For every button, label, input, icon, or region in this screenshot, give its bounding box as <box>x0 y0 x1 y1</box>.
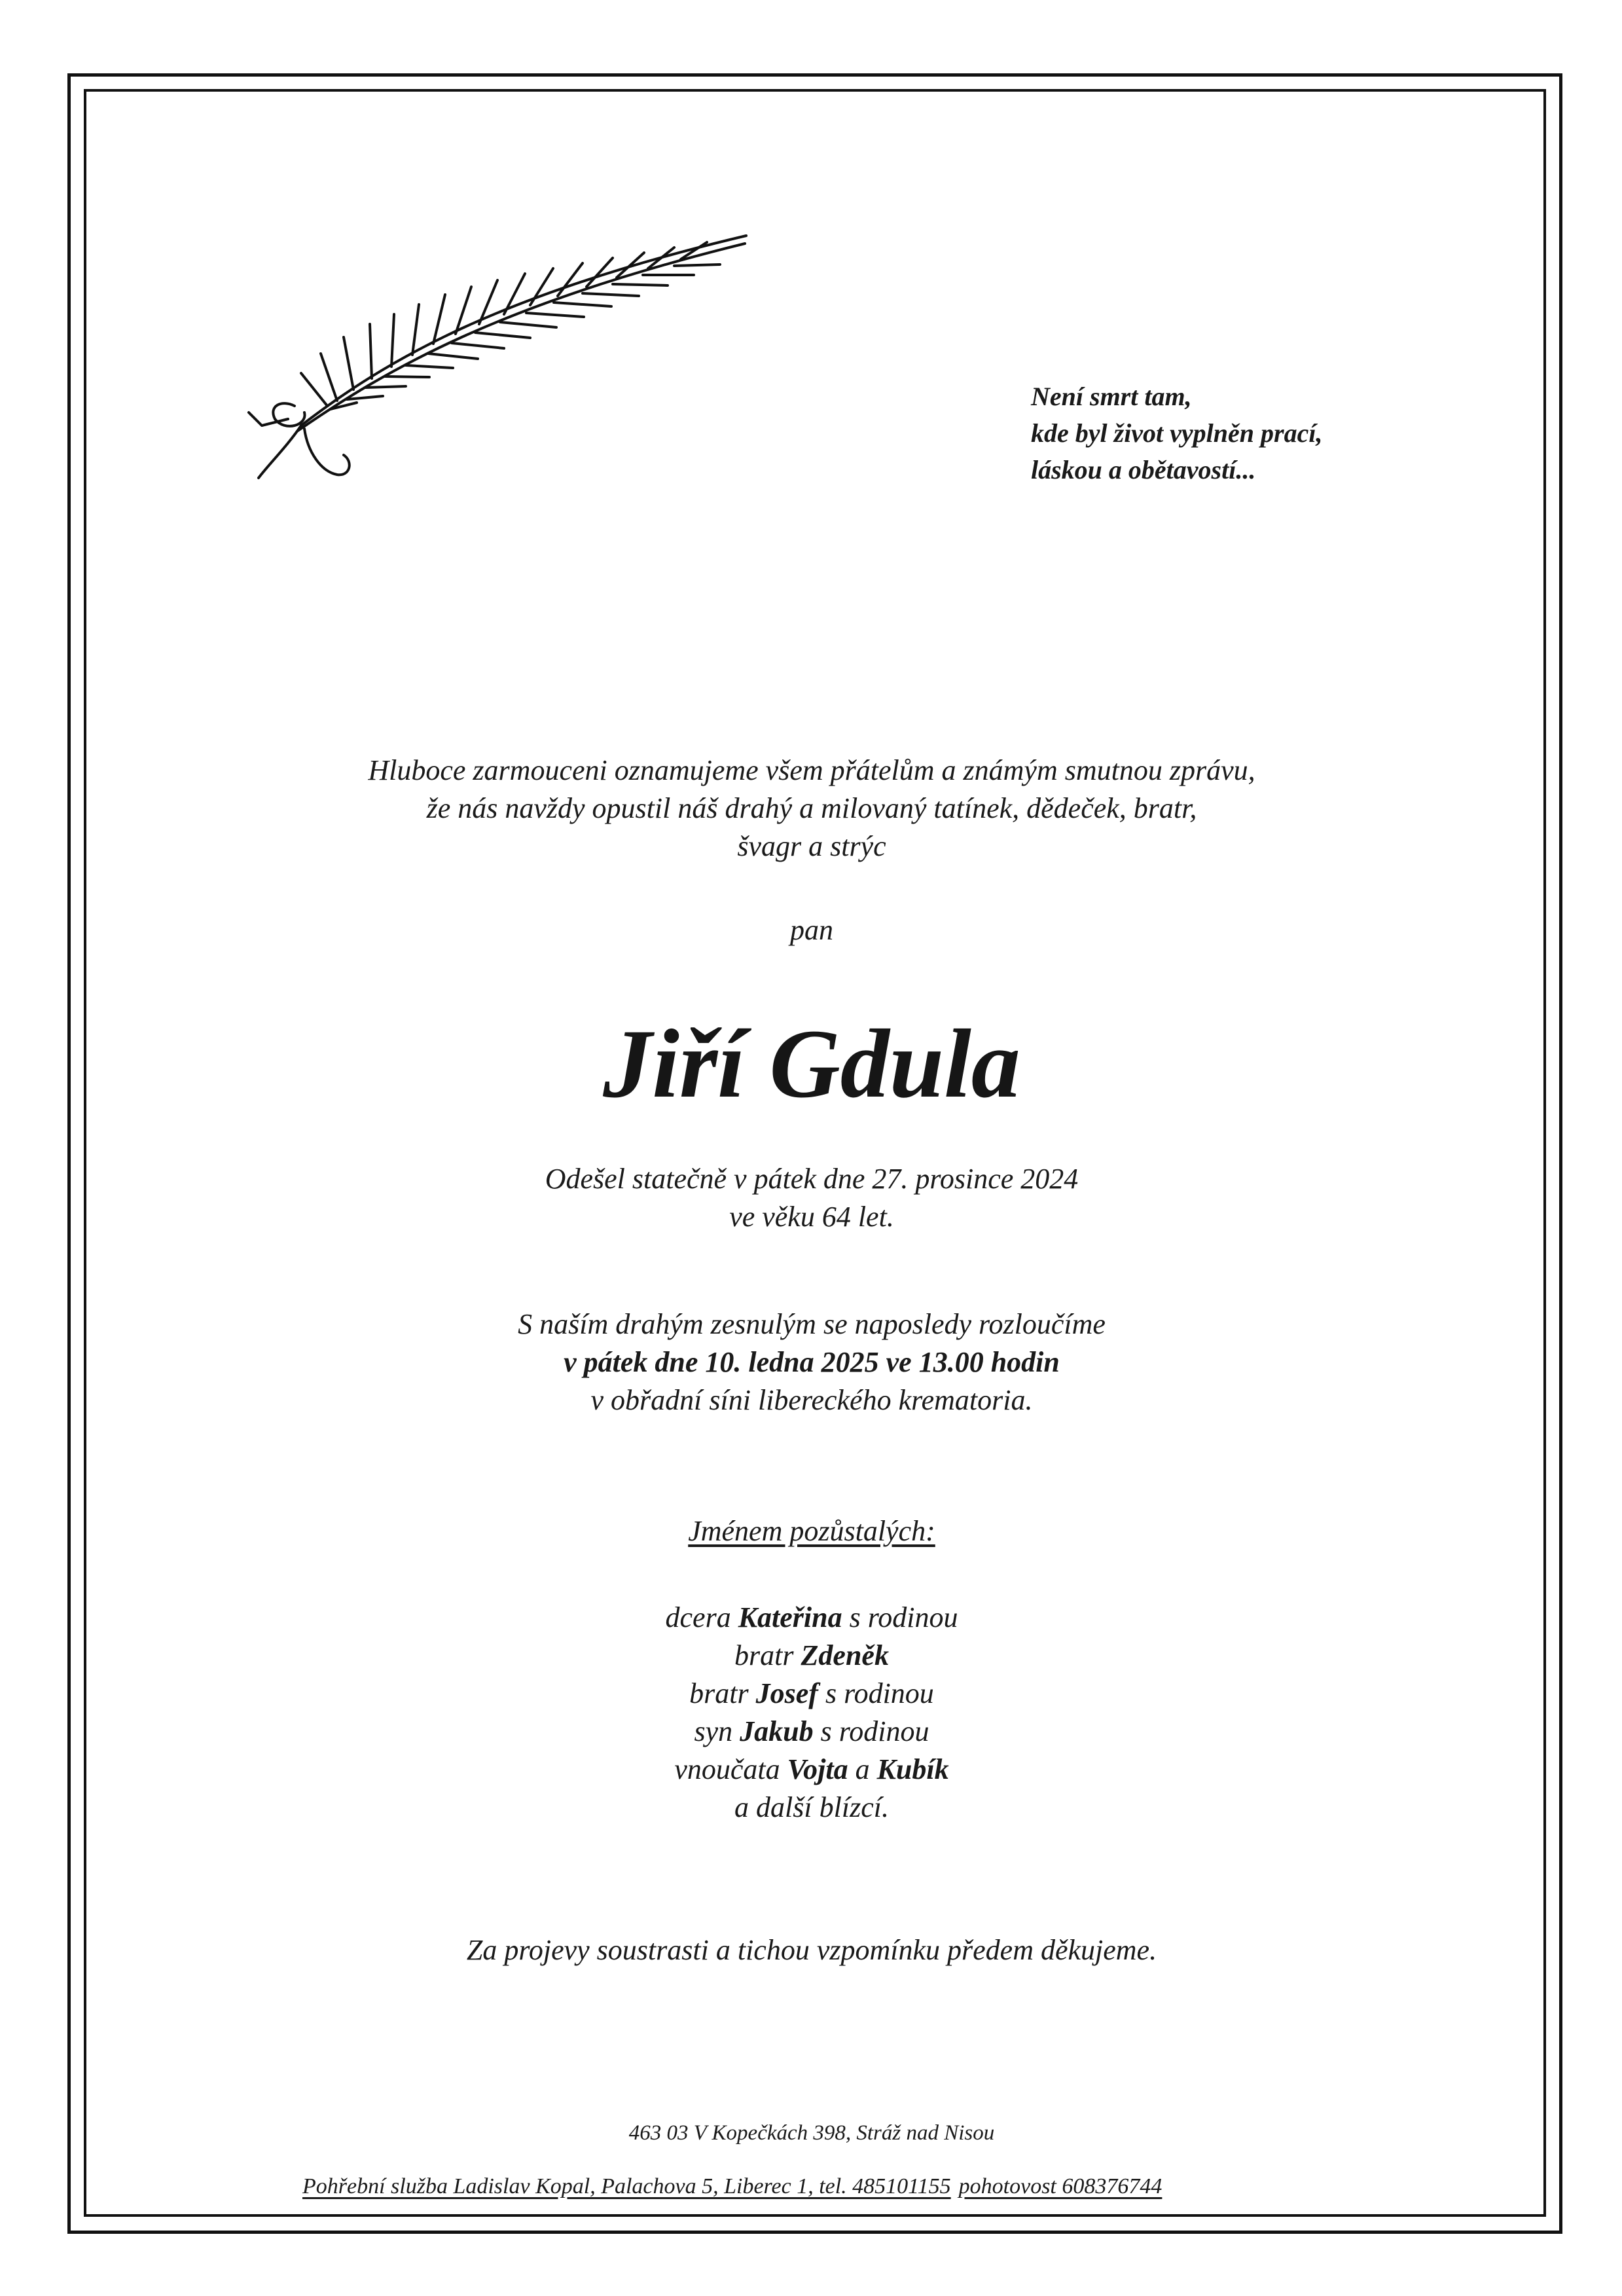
on-behalf-heading-text: Jménem pozůstalých: <box>688 1515 935 1547</box>
survivor-relation: bratr <box>689 1677 749 1709</box>
survivor-suffix: s rodinou <box>825 1677 934 1709</box>
survivor-relation: vnoučata <box>674 1753 780 1785</box>
survivor-suffix: s rodinou <box>849 1601 958 1633</box>
survivor-name: Jakub <box>740 1715 814 1747</box>
motto-line: láskou a obětavostí... <box>1031 455 1256 484</box>
funeral-date-line: v pátek dne 10. ledna 2025 ve 13.00 hodin <box>564 1346 1060 1378</box>
announcement-line: švagr a strýc <box>737 830 886 862</box>
survivor-name: Zdeněk <box>801 1639 889 1671</box>
funeral-info <box>157 1305 1466 1419</box>
survivor-name: Josef <box>755 1677 818 1709</box>
departed-info <box>157 1160 1466 1236</box>
funeral-service-footer <box>302 2172 1170 2201</box>
footer-emergency: pohotovost 608376744 <box>958 2174 1162 2198</box>
address: 463 03 V Kopečkách 398, Stráž nad Nisou <box>628 2121 995 2145</box>
announcement <box>157 752 1466 866</box>
survivor-name: Kubík <box>876 1753 949 1785</box>
announcement-line: Hluboce zarmouceni oznamujeme všem přátelům a známým smutnou zprávu, <box>368 754 1255 786</box>
survivor-relation: bratr <box>734 1639 794 1671</box>
survivor-line <box>157 1675 1466 1713</box>
survivors-list <box>157 1599 1466 1827</box>
departed-line: ve věku 64 let. <box>729 1201 894 1233</box>
survivor-name: Vojta <box>787 1753 848 1785</box>
survivor-line <box>157 1599 1466 1637</box>
survivor-relation: dcera <box>665 1601 731 1633</box>
survivor-relation: syn <box>694 1715 733 1747</box>
survivor-line <box>157 1713 1466 1751</box>
survivor-line: a další blízcí. <box>734 1791 889 1823</box>
motto-line: Není smrt tam, <box>1031 382 1192 411</box>
survivor-line <box>157 1751 1466 1789</box>
announcement-line: že nás navždy opustil náš drahý a milovaný tatínek, dědeček, bratr, <box>426 792 1197 824</box>
palm-branch-icon <box>223 210 766 498</box>
footer-company: Pohřební služba Ladislav Kopal, Palachova 5, Liberec 1, tel. 485101155 <box>302 2174 951 2198</box>
survivor-line <box>157 1637 1466 1675</box>
deceased-name: Jiří Gdula <box>603 1010 1020 1118</box>
motto-line: kde byl život vyplněn prací, <box>1031 418 1323 448</box>
survivor-conjunction: a <box>855 1753 870 1785</box>
survivor-name: Kateřina <box>738 1601 842 1633</box>
motto <box>1031 378 1450 488</box>
salutation: pan <box>790 914 833 946</box>
thanks-line: Za projevy soustrasti a tichou vzpomínku předem děkujeme. <box>466 1934 1157 1966</box>
funeral-line: S naším drahým zesnulým se naposledy rozloučíme <box>518 1308 1106 1340</box>
survivor-suffix: s rodinou <box>820 1715 929 1747</box>
funeral-line: v obřadní síni libereckého krematoria. <box>590 1384 1033 1416</box>
on-behalf-heading <box>157 1512 1466 1550</box>
departed-line: Odešel statečně v pátek dne 27. prosince 2024 <box>545 1163 1079 1195</box>
